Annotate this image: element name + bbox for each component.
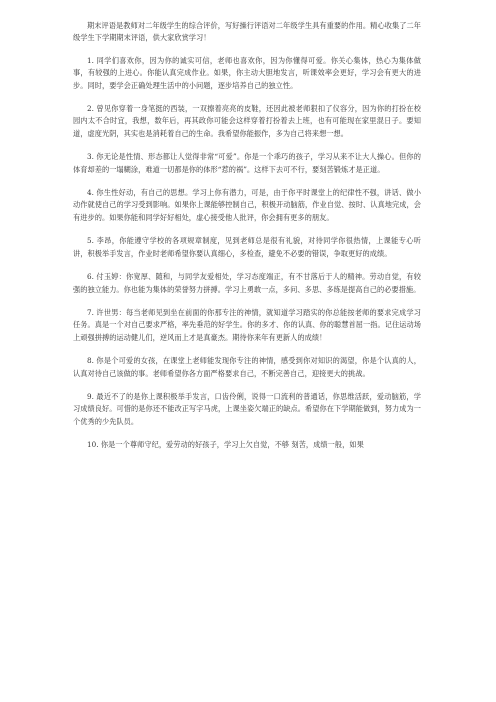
comment-1: 1. 同学们喜欢你，因为你的诚实可信，老师也喜欢你，因为你懂得可爱。你关心集体，热心为集体做事，有较强的上进心。你能认真完成作业。如果，你主动大胆地发言，听课效率会更好，学习会有更大的进步。同时，要学会正确处理生活中的小问题，逐步培养自己的独立性。 xyxy=(73,55,421,90)
comment-6: 6. 付玉婷：你宽厚、随和，与同学友爱相处，学习态度端正，有不甘落后于人的精神。劳动自觉，有较强的独立能力。你也能为集体的荣誉努力拼搏。学习上勇敢一点，多问、多思、多练是提高自己的必要措施。 xyxy=(73,272,421,294)
intro-paragraph: 期末评语是教师对二年级学生的综合评价，写好操行评语对二年级学生具有重要的作用。精心收集了二年级学生下学期期末评语，供大家欣赏学习！ xyxy=(73,21,421,43)
document-page xyxy=(73,20,421,463)
comment-9: 9. 最近不了的是你上课积极举手发言，口齿伶俐，说得一口流利的普通话，你思维活跃，爱动脑筋，学习成绩良好。可惜的是你还不能改正写字马虎，上课坐姿欠端正的缺点。希望你在下学期能做到，努力成为一个优秀的少先队员。 xyxy=(73,391,421,426)
comment-4: 4. 你生性好动，有自己的思想。学习上你有潜力，可是，由于你平时课堂上的纪律性不强，讲话、做小动作就使自己的学习受到影响。如果你上课能够控制自己，积极开动脑筋，作业自觉、按时、认真地完成，会有进步的。如果你能和同学好好相处，虚心接受他人批评，你会拥有更多的朋友。 xyxy=(73,188,421,222)
comment-2: 2. 曾见你穿着一身笔挺的西装，一双擦着亮亮的皮鞋，还因此被老师狠扣了仪容分，因为你的打扮在校园内太不合时宜，我想，数年后，再其政你可能会这样穿着打扮着去上班，也有可能现在家里混日子。要知道，虚度光阴，其实也是消耗着自己的生命。我希望你能振作，多为自己将来想一想。 xyxy=(73,104,421,138)
comment-10: 10. 你是一个尊师守纪，爱劳动的好孩子，学习上欠自觉，不够 刻苦，成绩一般，如果 xyxy=(87,440,364,450)
comment-7: 7. 许世男：每当老师见到坐在前面的你那专注的神情，就知道学习踏实的你总能按老师的要求完成学习任务。真是一个对自己要求严格，率先垂范的好学生。你的多才、你的认真、你的聪慧首屈一指。记住运动场上顽强拼搏的运动健儿们，逆风而上才是真豪杰。期待你来年有更新人的成绩！ xyxy=(73,307,421,342)
comment-5: 5. 李昂，你能遵守学校的各项规章制度，见到老师总是很有礼貌，对待同学你很热情，上课能专心听讲，积极举手发言，作业时老师希望你要认真细心，多检查，避免不必要的错误，争取更好的成绩。 xyxy=(73,236,421,258)
comment-3: 3. 你无论是性情、形态都让人觉得非常“可爱”。你是一个乖巧的孩子，学习从来不让大人操心。但你的体育却差的一塌糊涂，难道一切都是你的体形“惹的祸”。这样下去可不行，要刻苦锻炼才是正道。 xyxy=(73,152,421,174)
comment-8: 8. 你是个可爱的女孩，在课堂上老师能发现你专注的神情，感受到你对知识的渴望，你是个认真的人，认真对待自己该做的事。老师希望你各方面严格要求自己，不断完善自己，迎接更大的挑战。 xyxy=(73,356,421,378)
